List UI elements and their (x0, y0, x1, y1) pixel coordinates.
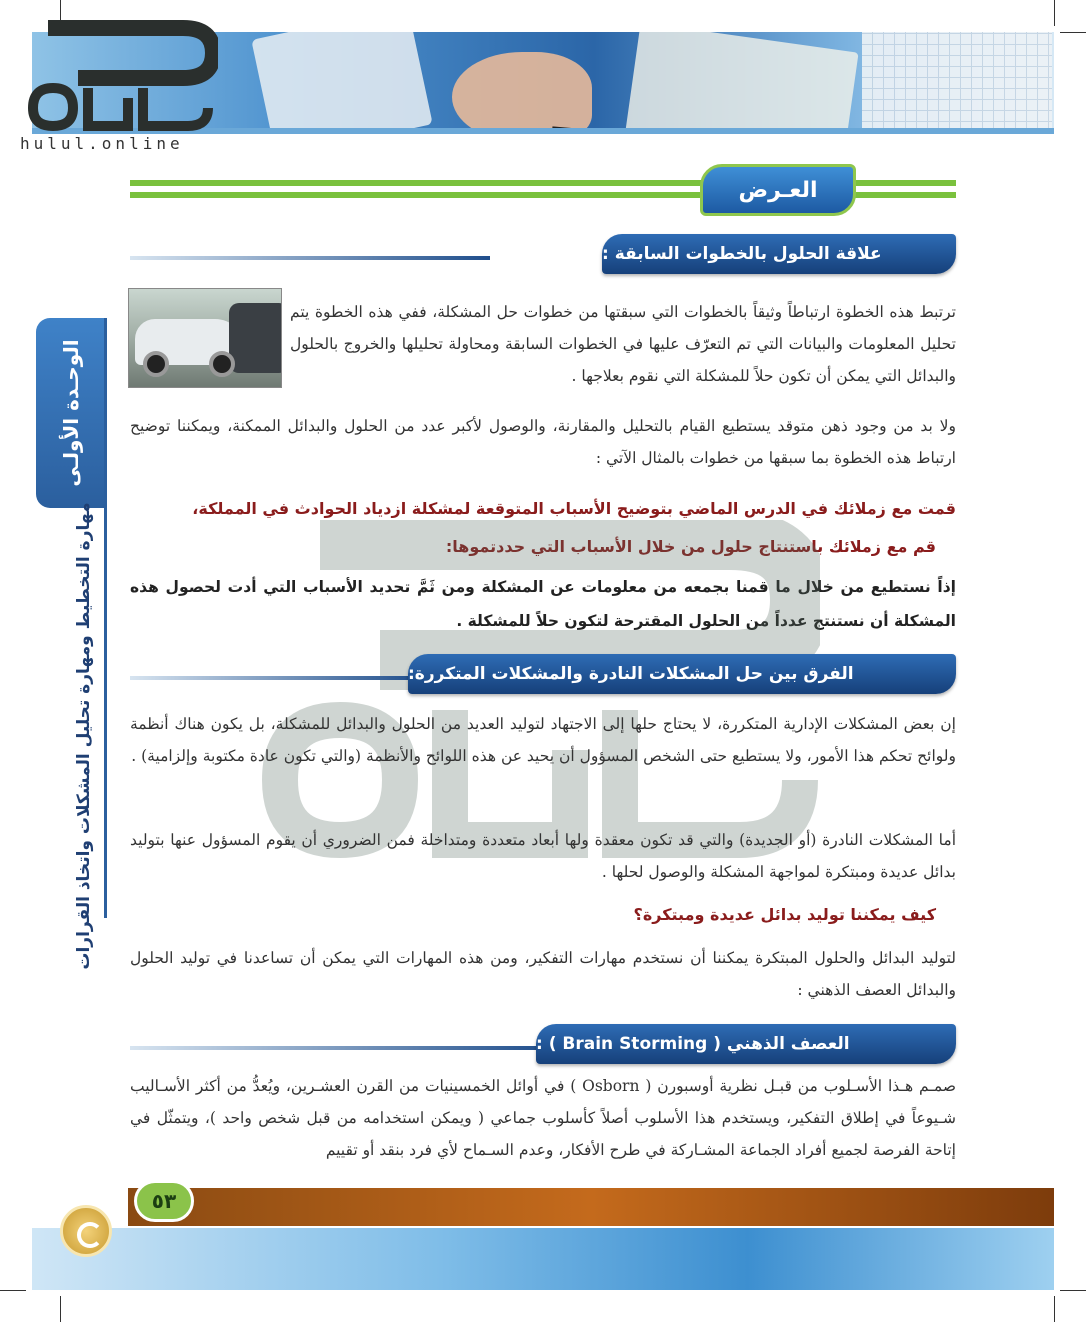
section-title: الفرق بين حل المشكلات النادرة والمشكلات المتكررة: (408, 654, 956, 694)
section-rule (130, 1046, 550, 1050)
main-heading: العـرض (700, 164, 856, 216)
crop-mark (1060, 1290, 1086, 1291)
car-shape (229, 303, 282, 373)
section-rule (130, 676, 420, 680)
paragraph: لتوليد البدائل والحلول المبتكرة يمكننا أن نستخدم مهارات التفكير، ومن هذه المهارات التي يمكن أن تساعدنا في توليد الحلول والبدائل العصف الذهني : (130, 949, 956, 999)
subject-label: مهارة التخطيط ومهارة تحليل المشكلات واتخاذ القرارات (74, 502, 94, 970)
banner-blueprint (862, 32, 1052, 128)
banner-paper (251, 32, 432, 128)
paragraph: أما المشكلات النادرة (أو الجديدة) والتي قد تكون معقدة ولها أبعاد متعددة ومتداخلة فمن الضروري أن يقوم المسؤول عنها بتوليد بدائل عديدة ومبتكرة لمواجهة المشكلة والوصول لحلها . (130, 831, 956, 881)
banner-paper (625, 32, 858, 128)
logo-online-text: hulul.online (20, 134, 184, 153)
footer-band (128, 1188, 1054, 1226)
wheel-shape (143, 351, 169, 377)
unit-label: الوحـدة الأولـى (59, 339, 83, 487)
question-heading: كيف يمكننا توليد بدائل عديدة ومبتكرة؟ (633, 905, 936, 924)
paragraph: صمـم هـذا الأسـلوب من قبـل نظرية أوسبورن ( Osborn ) في أوائل الخمسينيات من القرن العشـرين، ويُعدُّ من أكثر الأسـاليب شـيوعاً في إطلاق التفكير، ويستخدم هذا الأسلوب أصلاً كأسلوب جماعي ( ويمكن استخدامه من قبل شخص واحد )، ويتمثّل في إتاحة الفرصة لجميع أفراد الجماعة المشـاركة في طرح الأفكار، وعدم السـماح لأي فرد بنقد أو تقييم (130, 1077, 956, 1159)
activity-prompt: قم مع زملائك باستنتاج حلول من خلال الأسباب التي حددتموها: (445, 537, 936, 556)
activity-prompt: قمت مع زملائك في الدرس الماضي بتوضيح الأسباب المتوقعة لمشكلة ازدياد الحوادث في المملكة، (192, 499, 956, 518)
wheel-shape (209, 351, 235, 377)
footer-wave (32, 1228, 1054, 1290)
section-title: العصف الذهني ( Brain Storming ) : (536, 1024, 956, 1064)
side-rule (104, 318, 107, 918)
banner-hand (452, 52, 592, 128)
section-title: علاقة الحلول بالخطوات السابقة : (602, 234, 956, 274)
page-number: ٥٣ (134, 1180, 194, 1222)
car-accident-photo (128, 288, 282, 388)
unit-tab (36, 318, 106, 508)
crop-mark (1060, 32, 1086, 33)
paragraph: ولا بد من وجود ذهن متوقد يستطيع القيام بالتحليل والمقارنة، والوصول لأكبر عدد من الحلول والبدائل الممكنة، ويمكننا توضيح ارتباط هذه الخطوة بما سبقها من خطوات بالمثال الآتي : (130, 417, 956, 467)
crop-mark (60, 1296, 61, 1322)
conclusion-text: إذاً نستطيع من خلال ما قمنا بجمعه من معلومات عن المشكلة ومن ثَمَّ تحديد الأسباب التي أدت لحصول هذه المشكلة أن نستنتج عدداً من الحلول المقترحة لتكون حلاً للمشكلة . (130, 578, 956, 630)
paragraph: إن بعض المشكلات الإدارية المتكررة، لا يحتاج حلها إلى الاجتهاد لتوليد العديد من الحلول والبدائل للمشكلة، بل يكون هناك أنظمة ولوائح تحكم هذا الأمور، ولا يستطيع حتى الشخص المسؤول أن يحيد عن هذه اللوائح والأنظمة (والتي تكون عادة مكتوبة وإلزامية) . (130, 715, 956, 765)
section-rule (130, 256, 490, 260)
crop-mark (0, 1290, 26, 1291)
crop-mark (1054, 1296, 1055, 1322)
coin-icon (60, 1205, 112, 1257)
crop-mark (1054, 0, 1055, 26)
subject-label-wrap (64, 502, 104, 970)
paragraph: ترتبط هذه الخطوة ارتباطاً وثيقاً بالخطوات التي سبقتها من خطوات حل المشكلة، ففي هذه الخطوة يتم تحليل المعلومات والبيانات التي تم التعرّف عليها في الخطوات السابقة ومحاولة تحليلها والخروج بالحلول والبدائل التي يمكن أن تكون حلاً للمشكلة التي نقوم بعلاجها . (290, 303, 956, 385)
